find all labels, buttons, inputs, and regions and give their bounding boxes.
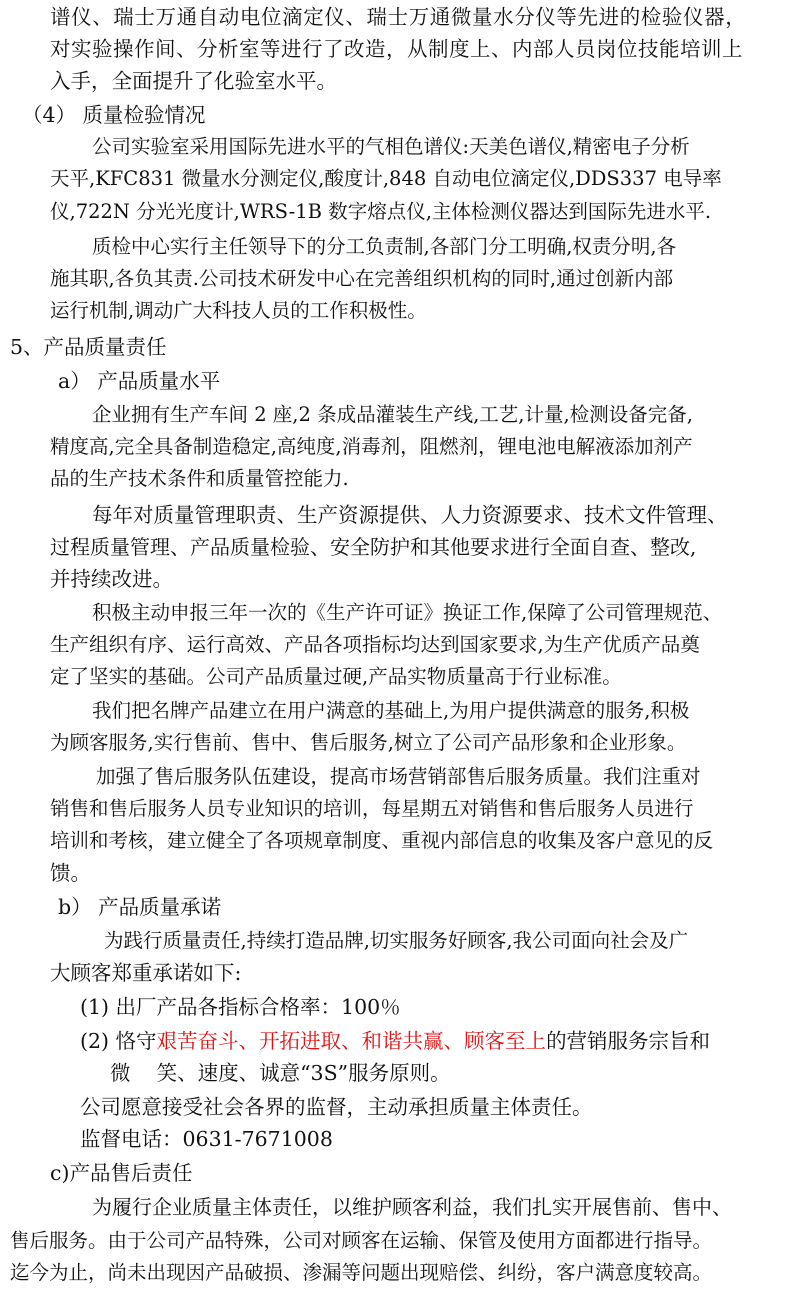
highlighted-slogan: 艰苦奋斗、开拓进取、和谐共赢、顾客至上 (156, 1029, 547, 1053)
paragraph-line: 对实验操作间、分析室等进行了改造，从制度上、内部人员岗位技能培训上 (50, 37, 743, 61)
paragraph-line: 为顾客服务,实行售前、售中、售后服务,树立了公司产品形象和企业形象。 (50, 731, 687, 754)
paragraph-line: 培训和考核，建立健全了各项规章制度、重视内部信息的收集及客户意见的反 (50, 829, 714, 852)
commitment-item-1: (1) 出厂产品各指标合格率：100％ (80, 995, 401, 1019)
paragraph-line: 为履行企业质量主体责任，以维护顾客利益，我们扎实开展售前、售中、 (92, 1195, 732, 1219)
section-heading: （4） 质量检验情况 (22, 103, 206, 127)
paragraph-line: 销售和售后服务人员专业知识的培训，每星期五对销售和售后服务人员进行 (50, 797, 694, 820)
paragraph-line: 积极主动申报三年一次的《生产许可证》换证工作,保障了公司管理规范、 (92, 601, 723, 624)
paragraph-line: 为践行质量责任,持续打造品牌,切实服务好顾客,我公司面向社会及广 (104, 929, 689, 952)
paragraph-line: 并持续改进。 (50, 567, 173, 591)
paragraph-line: 每年对质量管理职责、生产资源提供、人力资源要求、技术文件管理、 (92, 503, 728, 527)
section-heading: 5、产品质量责任 (10, 335, 167, 359)
subsection-heading: c)产品售后责任 (50, 1161, 193, 1185)
subsection-heading: a） 产品质量水平 (58, 369, 221, 393)
paragraph-line: 质检中心实行主任领导下的分工负责制,各部门分工明确,权责分明,各 (92, 235, 677, 258)
paragraph-line: 馈。 (50, 861, 91, 885)
paragraph-line: 公司愿意接受社会各界的监督，主动承担质量主体责任。 (80, 1095, 593, 1119)
paragraph-line: 我们把名牌产品建立在用户满意的基础上,为用户提供满意的服务,积极 (92, 699, 690, 722)
paragraph-line: 施其职,各负其责.公司技术研发中心在完善组织机构的同时,通过创新内部 (50, 267, 674, 290)
paragraph-line: 仪,722N 分光光度计,WRS-1B 数字熔点仪,主体检测仪器达到国际先进水平. (50, 200, 712, 223)
paragraph-line: 运行机制,调动广大科技人员的工作积极性。 (50, 299, 427, 322)
paragraph-line: 天平,KFC831 微量水分测定仪,酸度计,848 自动电位滴定仪,DDS337 电导率 (50, 167, 722, 190)
paragraph-line: 售后服务。由于公司产品特殊，公司对顾客在运输、保管及使用方面都进行指导。 (10, 1229, 713, 1252)
commitment-item-2-prefix: (2) 恪守 (80, 1029, 157, 1053)
paragraph-line: 微 笑、速度、诚意“3S”服务原则。 (110, 1061, 451, 1085)
paragraph-line: 精度高,完全具备制造稳定,高纯度,消毒剂，阻燃剂，锂电池电解液添加剂产 (50, 435, 693, 458)
commitment-item-2-suffix: 的营销服务宗旨和 (546, 1029, 711, 1053)
paragraph-line: 入手，全面提升了化验室水平。 (50, 69, 337, 93)
paragraph-line: 企业拥有生产车间 2 座,2 条成品灌装生产线,工艺,计量,检测设备完备, (92, 403, 693, 426)
paragraph-line: 品的生产技术条件和质量管控能力. (50, 467, 349, 490)
supervision-phone: 监督电话：0631-7671008 (80, 1127, 333, 1151)
paragraph-line: 加强了售后服务队伍建设，提高市场营销部售后服务质量。我们注重对 (96, 765, 701, 788)
paragraph-line: 定了坚实的基础。公司产品质量过硬,产品实物质量高于行业标准。 (50, 665, 622, 688)
paragraph-line: 迄今为止，尚未出现因产品破损、渗漏等问题出现赔偿、纠纷，客户满意度较高。 (10, 1261, 713, 1284)
subsection-heading: b） 产品质量承诺 (58, 895, 222, 919)
paragraph-line: 谱仪、瑞士万通自动电位滴定仪、瑞士万通微量水分仪等先进的检验仪器， (50, 5, 747, 29)
paragraph-line: 生产组织有序、运行高效、产品各项指标均达到国家要求,为生产优质产品奠 (50, 633, 700, 656)
commitment-item-2 (80, 1026, 710, 1056)
paragraph-line: 过程质量管理、产品质量检验、安全防护和其他要求进行全面自查、整改, (50, 535, 697, 559)
paragraph-line: 大顾客郑重承诺如下: (50, 961, 242, 985)
paragraph-line: 公司实验室采用国际先进水平的气相色谱仪:天美色谱仪,精密电子分析 (92, 135, 690, 158)
